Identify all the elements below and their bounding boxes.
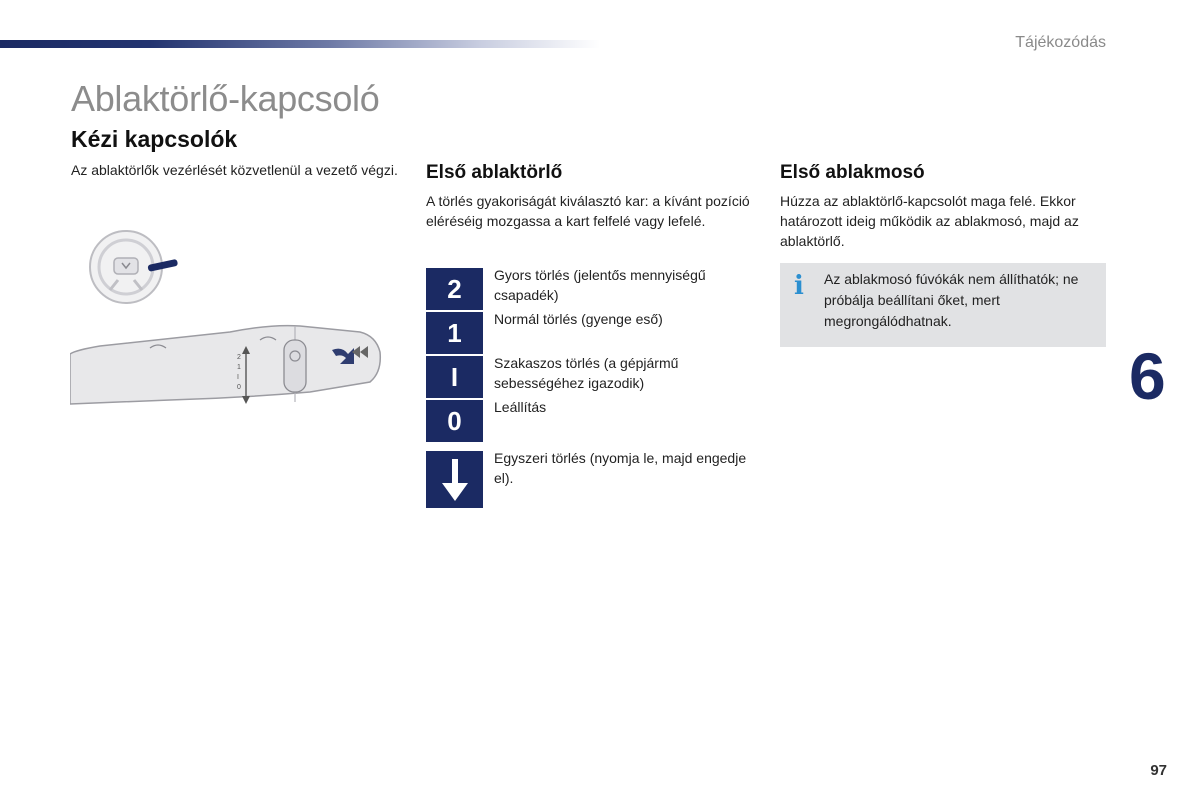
svg-text:1: 1 — [237, 364, 241, 371]
svg-text:2: 2 — [237, 354, 241, 361]
front-washer-heading: Első ablakmosó — [780, 162, 925, 183]
mode-description: Normál törlés (gyenge eső) — [494, 311, 663, 327]
mode-symbol: 0 — [426, 400, 483, 442]
header-gradient-bar — [0, 40, 600, 48]
mode-description: Gyors törlés (jelentős mennyiségű csapadék) — [494, 267, 706, 303]
svg-text:0: 0 — [237, 384, 241, 391]
mode-symbol: 2 — [426, 268, 483, 310]
mode-symbol: I — [426, 356, 483, 398]
steering-wheel-icon — [90, 231, 178, 303]
info-note-text: Az ablakmosó fúvókák nem állíthatók; ne próbálja beállítani őket, mert megrongálódhatnak. — [824, 271, 1079, 329]
wiper-stalk-illustration — [70, 222, 390, 412]
chapter-number: 6 — [1129, 339, 1166, 413]
front-wiper-text: A törlés gyakoriságát kiválasztó kar: a kívánt pozíció eléréséig mozgassa a kart felfelé vagy lefelé. — [426, 193, 750, 229]
info-note — [780, 263, 1106, 347]
subsection-heading: Kézi kapcsolók — [71, 126, 238, 152]
svg-text:I: I — [237, 374, 239, 381]
mode-description: Egyszeri törlés (nyomja le, majd engedje el). — [494, 450, 747, 486]
info-icon: i — [794, 271, 804, 301]
intro-text: Az ablaktörlők vezérlését közvetlenül a vezető végzi. — [71, 162, 398, 178]
mode-description: Leállítás — [494, 399, 547, 415]
mode-description: Szakaszos törlés (a gépjármű sebességéhez igazodik) — [494, 355, 679, 391]
page-number: 97 — [1150, 762, 1167, 779]
front-wiper-heading: Első ablaktörlő — [426, 162, 563, 183]
arrow-down-icon — [426, 451, 483, 508]
stalk-body — [70, 326, 380, 404]
mode-symbol: 1 — [426, 312, 483, 354]
page-title: Ablaktörlő-kapcsoló — [71, 78, 380, 119]
front-washer-text: Húzza az ablaktörlő-kapcsolót maga felé. Ekkor határozott ideig működik az ablakmosó, majd az ablaktörlő. — [780, 193, 1079, 249]
section-label: Tájékozódás — [1015, 34, 1106, 51]
